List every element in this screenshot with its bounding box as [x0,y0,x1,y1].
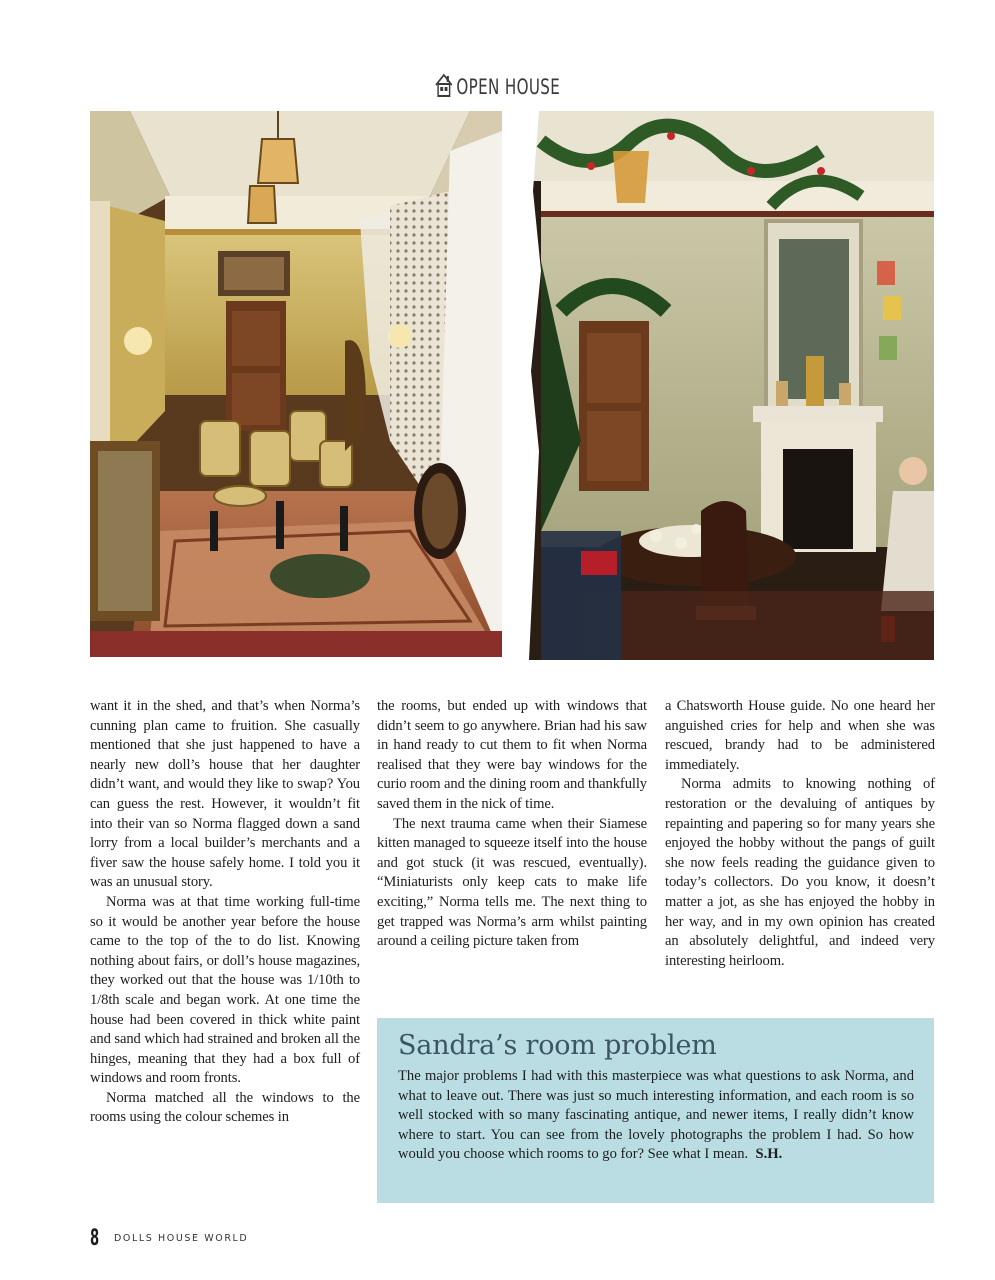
page-number: 8 [90,1225,100,1251]
sidebar-box [377,1018,934,1203]
sidebar-body [398,1067,914,1165]
house-icon [435,73,454,102]
publication-name: DOLLS HOUSE WORLD [114,1232,249,1244]
paragraph: Norma was at that time working full-time so it would be another year before the house came to the top of the to do list. Knowing nothing about fairs, or doll’s house magazines, they worked out that the house was 1/10th to 1/8th scale and began work. At one time the house had been covered in thick white paint and sand which had strained and broken all the hinges, meaning that they had a box full of windows and room fronts. [90,893,360,1087]
page-footer [90,1226,248,1250]
paragraph: a Chatsworth House guide. No one heard her anguished cries for help and when she was rescued, brandy had to be administered immediately. [665,698,935,773]
article-column-3 [665,697,935,971]
dining-room-photo [521,111,934,660]
section-header [139,73,855,102]
drawing-room-photo [90,111,502,657]
article-column-1 [90,697,360,1128]
article-column-2 [377,697,647,952]
paragraph: want it in the shed, and that’s when Norma’s cunning plan came to fruition. She casually mentioned that she just happened to have a nearly new doll’s house that her daughter didn’t want, and would they like to swap? You can guess the rest. However, it wouldn’t fit into their van so Norma flagged down a sand lorry from a local builder’s merchants and a fiver saw the house safely home. I told you it was an unusual story. [90,698,360,891]
section-title: OPEN HOUSE [456,75,561,99]
paragraph: the rooms, but ended up with windows that didn’t seem to go anywhere. Brian had his saw in hand ready to cut them to fit when Norma realised that they were bay windows for the curio room and the dining room and thankfully saved them in the nick of time. [377,698,647,812]
sidebar-title: Sandra’s room problem [398,1030,717,1061]
paragraph: The next trauma came when their Siamese kitten managed to squeeze itself into the house and got stuck (it was rescued, eventually). “Miniaturists only keep cats to make life exciting,” Norma tells me. The next thing to get trapped was Norma’s arm whilst painting around a ceiling picture taken from [377,815,647,950]
sidebar-text: The major problems I had with this masterpiece was what questions to ask Norma, and what to leave out. There was just so much interesting information, and each room is so well stocked with so many fascinating antique, and newer items, I really didn’t know where to start. You can see from the lovely photographs the problem I had. So how would you choose which rooms to go for? See what I mean. [398,1068,914,1163]
sidebar-signature: S.H. [755,1146,783,1163]
paragraph: Norma admits to knowing nothing of restoration or the devaluing of antiques by repainting and papering so for many years she enjoyed the hobby without the pangs of guilt she now feels reading the guidance given to today’s collectors. Do you know, it doesn’t matter a jot, as she has enjoyed the hobby in her way, and in my own opinion has created an absolutely delightful, and indeed very interesting heirloom. [665,776,935,969]
paragraph: Norma matched all the windows to the rooms using the colour schemes in [90,1089,360,1126]
